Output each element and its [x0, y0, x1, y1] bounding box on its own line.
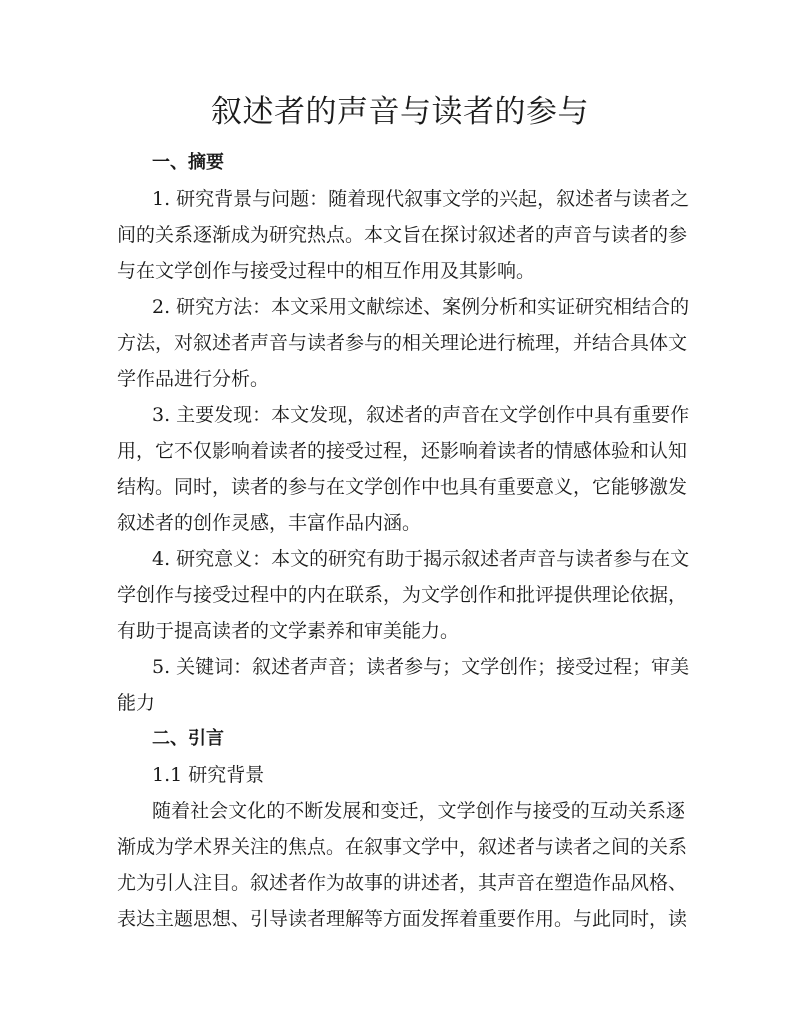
text-line: 2. 研究方法：本文采用文献综述、案例分析和实证研究相结合的: [152, 296, 690, 318]
text-line: 叙述者的创作灵感，丰富作品内涵。: [117, 512, 422, 534]
paragraph: [117, 397, 690, 541]
text-line: 学创作与接受过程中的内在联系，为文学创作和批评提供理论依据，: [117, 584, 688, 606]
text-line: 方法，对叙述者声音与读者参与的相关理论进行梳理，并结合具体文: [117, 332, 688, 354]
document-title: 叙述者的声音与读者的参与: [211, 94, 589, 130]
text-line: 一、摘要: [152, 152, 224, 173]
text-line: 1. 研究背景与问题：随着现代叙事文学的兴起，叙述者与读者之: [152, 188, 690, 210]
subsection-heading: [117, 757, 685, 793]
text-line: 3. 主要发现：本文发现，叙述者的声音在文学创作中具有重要作: [152, 404, 690, 426]
paragraph: [117, 649, 690, 721]
paragraph: [117, 289, 690, 397]
text-line: 结构。同时，读者的参与在文学创作中也具有重要意义，它能够激发: [117, 476, 688, 498]
paragraph: [117, 793, 688, 937]
text-line: 表达主题思想、引导读者理解等方面发挥着重要作用。与此同时，读: [117, 908, 688, 930]
document-body: [117, 145, 690, 937]
text-line: 5. 关键词：叙述者声音；读者参与；文学创作；接受过程；审美: [152, 656, 690, 678]
paragraph: [117, 541, 690, 649]
text-line: 学作品进行分析。: [117, 368, 270, 390]
text-line: 渐成为学术界关注的焦点。在叙事文学中，叙述者与读者之间的关系: [117, 836, 688, 858]
section-heading: [117, 721, 685, 757]
text-line: 1.1 研究背景: [152, 764, 265, 786]
text-line: 有助于提高读者的文学素养和审美能力。: [117, 620, 460, 642]
section-heading: [117, 145, 685, 181]
text-line: 用，它不仅影响着读者的接受过程，还影响着读者的情感体验和认知: [117, 440, 688, 462]
paragraph: [117, 181, 690, 289]
text-line: 随着社会文化的不断发展和变迁，文学创作与接受的互动关系逐: [152, 800, 685, 822]
text-line: 4. 研究意义：本文的研究有助于揭示叙述者声音与读者参与在文: [152, 548, 690, 570]
text-line: 二、引言: [152, 728, 224, 749]
text-line: 与在文学创作与接受过程中的相互作用及其影响。: [117, 260, 536, 282]
text-line: 能力: [117, 692, 156, 714]
text-line: 尤为引人注目。叙述者作为故事的讲述者，其声音在塑造作品风格、: [117, 872, 688, 894]
text-line: 间的关系逐渐成为研究热点。本文旨在探讨叙述者的声音与读者的参: [117, 224, 688, 246]
